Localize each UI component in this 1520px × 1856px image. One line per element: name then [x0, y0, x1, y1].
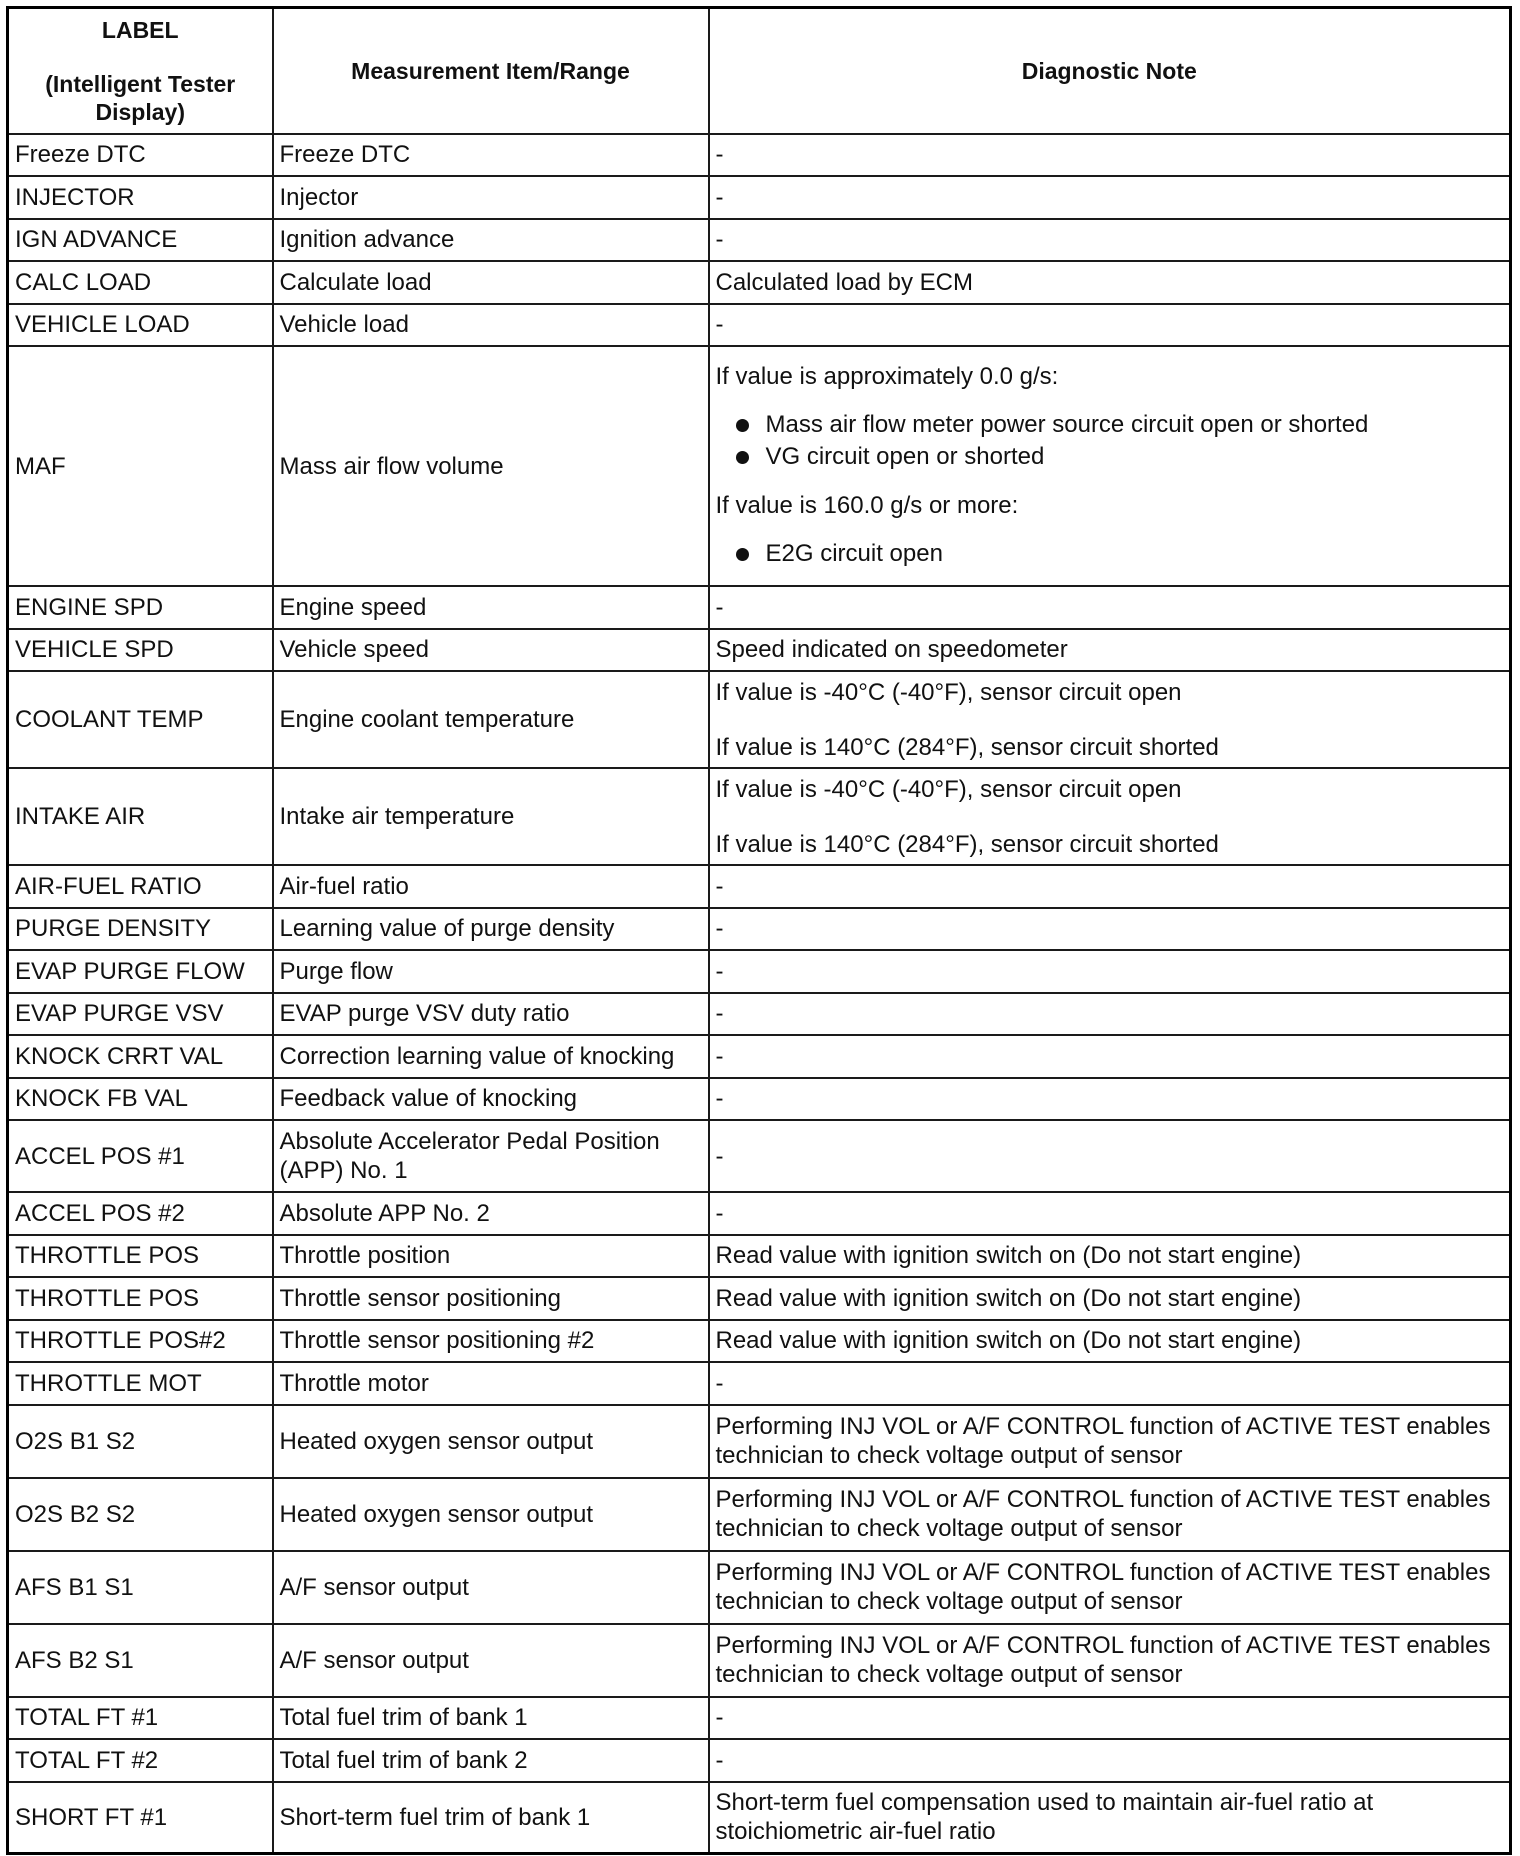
row-item: Purge flow — [273, 950, 709, 993]
bullet-icon — [736, 451, 749, 464]
row-note: - — [709, 1362, 1511, 1405]
row-label: CALC LOAD — [8, 261, 273, 304]
note-paragraph: If value is -40°C (-40°F), sensor circuit open — [715, 678, 1182, 706]
row-note: - — [709, 950, 1511, 993]
row-item: Heated oxygen sensor output — [273, 1405, 709, 1478]
table-row — [8, 1192, 1511, 1235]
table-row — [8, 261, 1511, 304]
header-diagnostic-note: Diagnostic Note — [709, 8, 1511, 134]
table-row — [8, 1320, 1511, 1363]
row-note: Performing INJ VOL or A/F CONTROL function of ACTIVE TEST enables technician to check voltage output of sensor — [709, 1551, 1511, 1624]
table-row — [8, 1235, 1511, 1278]
row-note: - — [709, 1739, 1511, 1782]
table-row — [8, 1078, 1511, 1121]
row-label: TOTAL FT #1 — [8, 1697, 273, 1740]
note-paragraph: If value is approximately 0.0 g/s: — [715, 363, 1059, 390]
row-label: COOLANT TEMP — [8, 671, 273, 768]
bullet-icon — [736, 548, 749, 561]
table-row — [8, 1551, 1511, 1624]
table-row — [8, 768, 1511, 865]
row-label: KNOCK CRRT VAL — [8, 1035, 273, 1078]
table-row — [8, 586, 1511, 629]
row-item: Total fuel trim of bank 1 — [273, 1697, 709, 1740]
row-note: - — [709, 908, 1511, 951]
row-note: - — [709, 865, 1511, 908]
row-label: EVAP PURGE VSV — [8, 993, 273, 1036]
table-row — [8, 993, 1511, 1036]
note-paragraph: If value is 140°C (284°F), sensor circuit shorted — [715, 733, 1219, 761]
row-item: Throttle position — [273, 1235, 709, 1278]
row-note: - — [709, 1035, 1511, 1078]
row-label: TOTAL FT #2 — [8, 1739, 273, 1782]
header-label-line2: (Intelligent Tester — [45, 70, 236, 97]
table-row — [8, 1277, 1511, 1320]
row-label: O2S B1 S2 — [8, 1405, 273, 1478]
row-label: AIR-FUEL RATIO — [8, 865, 273, 908]
table-row — [8, 1782, 1511, 1854]
row-note: - — [709, 1120, 1511, 1192]
row-note: Read value with ignition switch on (Do not start engine) — [709, 1235, 1511, 1278]
row-note: - — [709, 1192, 1511, 1235]
row-note: Read value with ignition switch on (Do not start engine) — [709, 1320, 1511, 1363]
bullet-item — [716, 409, 1504, 441]
row-item: Feedback value of knocking — [273, 1078, 709, 1121]
row-note — [709, 671, 1511, 768]
row-note: - — [709, 993, 1511, 1036]
row-note — [709, 346, 1511, 586]
note-paragraph: If value is 140°C (284°F), sensor circuit shorted — [715, 830, 1219, 858]
row-label: EVAP PURGE FLOW — [8, 950, 273, 993]
row-label: THROTTLE POS — [8, 1277, 273, 1320]
row-label: VEHICLE LOAD — [8, 304, 273, 347]
row-item: A/F sensor output — [273, 1624, 709, 1697]
header-label-line1: LABEL — [101, 16, 179, 43]
document-page — [6, 6, 1509, 1855]
table-row — [8, 1624, 1511, 1697]
bullet-text: Mass air flow meter power source circuit open or shorted — [765, 411, 1369, 438]
row-note: Short-term fuel compensation used to maintain air-fuel ratio at stoichiometric air-fuel ratio — [709, 1782, 1511, 1854]
row-label: THROTTLE POS — [8, 1235, 273, 1278]
table-row — [8, 950, 1511, 993]
row-item: Calculate load — [273, 261, 709, 304]
row-note: - — [709, 1697, 1511, 1740]
bullet-item — [716, 538, 1504, 570]
row-label: ACCEL POS #2 — [8, 1192, 273, 1235]
row-note: Performing INJ VOL or A/F CONTROL function of ACTIVE TEST enables technician to check voltage output of sensor — [709, 1478, 1511, 1551]
row-label: MAF — [8, 346, 273, 586]
bullet-icon — [736, 419, 749, 432]
row-label: ACCEL POS #1 — [8, 1120, 273, 1192]
row-note: - — [709, 304, 1511, 347]
header-row — [8, 8, 1511, 134]
row-item: Absolute APP No. 2 — [273, 1192, 709, 1235]
row-item: Throttle sensor positioning — [273, 1277, 709, 1320]
row-note: - — [709, 1078, 1511, 1121]
bullet-text: E2G circuit open — [765, 540, 943, 567]
row-item: Vehicle speed — [273, 629, 709, 672]
row-label: AFS B2 S1 — [8, 1624, 273, 1697]
header-measurement: Measurement Item/Range — [273, 8, 709, 134]
bullet-text: VG circuit open or shorted — [765, 443, 1045, 470]
row-item: Heated oxygen sensor output — [273, 1478, 709, 1551]
row-item: Freeze DTC — [273, 134, 709, 177]
row-label: INTAKE AIR — [8, 768, 273, 865]
row-note: Read value with ignition switch on (Do not start engine) — [709, 1277, 1511, 1320]
row-label: INJECTOR — [8, 176, 273, 219]
table-row — [8, 219, 1511, 262]
row-item: Intake air temperature — [273, 768, 709, 865]
row-label: O2S B2 S2 — [8, 1478, 273, 1551]
row-label: Freeze DTC — [8, 134, 273, 177]
row-note: - — [709, 586, 1511, 629]
row-item: Injector — [273, 176, 709, 219]
row-label: IGN ADVANCE — [8, 219, 273, 262]
table-row — [8, 134, 1511, 177]
table-row — [8, 629, 1511, 672]
row-note: - — [709, 176, 1511, 219]
data-list-table — [6, 6, 1512, 1855]
header-label-line3: Display) — [95, 98, 185, 125]
row-item: Total fuel trim of bank 2 — [273, 1739, 709, 1782]
row-note: Speed indicated on speedometer — [709, 629, 1511, 672]
row-item: EVAP purge VSV duty ratio — [273, 993, 709, 1036]
note-paragraph: If value is -40°C (-40°F), sensor circuit open — [715, 775, 1182, 803]
table-row — [8, 304, 1511, 347]
table-row — [8, 1120, 1511, 1192]
row-item: Ignition advance — [273, 219, 709, 262]
row-label: VEHICLE SPD — [8, 629, 273, 672]
row-item: Short-term fuel trim of bank 1 — [273, 1782, 709, 1854]
note-paragraph: If value is 160.0 g/s or more: — [715, 492, 1019, 519]
row-note: - — [709, 219, 1511, 262]
table-row — [8, 1362, 1511, 1405]
row-note: - — [709, 134, 1511, 177]
row-label: KNOCK FB VAL — [8, 1078, 273, 1121]
table-row — [8, 1405, 1511, 1478]
table-row — [8, 1478, 1511, 1551]
table-row — [8, 865, 1511, 908]
row-item: Air-fuel ratio — [273, 865, 709, 908]
bullet-item — [716, 441, 1504, 473]
row-note: Performing INJ VOL or A/F CONTROL function of ACTIVE TEST enables technician to check voltage output of sensor — [709, 1624, 1511, 1697]
row-item: Mass air flow volume — [273, 346, 709, 586]
row-item: Throttle sensor positioning #2 — [273, 1320, 709, 1363]
row-label: ENGINE SPD — [8, 586, 273, 629]
row-note: Calculated load by ECM — [709, 261, 1511, 304]
header-label — [8, 8, 273, 134]
row-label: AFS B1 S1 — [8, 1551, 273, 1624]
table-row — [8, 671, 1511, 768]
table-row — [8, 908, 1511, 951]
row-item: Absolute Accelerator Pedal Position (APP) No. 1 — [273, 1120, 709, 1192]
table-row — [8, 1739, 1511, 1782]
table-row — [8, 1035, 1511, 1078]
row-item: A/F sensor output — [273, 1551, 709, 1624]
row-note — [709, 768, 1511, 865]
table-row-maf — [8, 346, 1511, 586]
row-note: Performing INJ VOL or A/F CONTROL function of ACTIVE TEST enables technician to check voltage output of sensor — [709, 1405, 1511, 1478]
bullet-list — [716, 409, 1504, 473]
row-label: PURGE DENSITY — [8, 908, 273, 951]
table-row — [8, 1697, 1511, 1740]
row-item: Learning value of purge density — [273, 908, 709, 951]
row-label: THROTTLE MOT — [8, 1362, 273, 1405]
row-item: Correction learning value of knocking — [273, 1035, 709, 1078]
bullet-list — [716, 538, 1504, 570]
row-item: Throttle motor — [273, 1362, 709, 1405]
row-label: THROTTLE POS#2 — [8, 1320, 273, 1363]
row-item: Engine coolant temperature — [273, 671, 709, 768]
row-label: SHORT FT #1 — [8, 1782, 273, 1854]
table-row — [8, 176, 1511, 219]
row-item: Engine speed — [273, 586, 709, 629]
row-item: Vehicle load — [273, 304, 709, 347]
